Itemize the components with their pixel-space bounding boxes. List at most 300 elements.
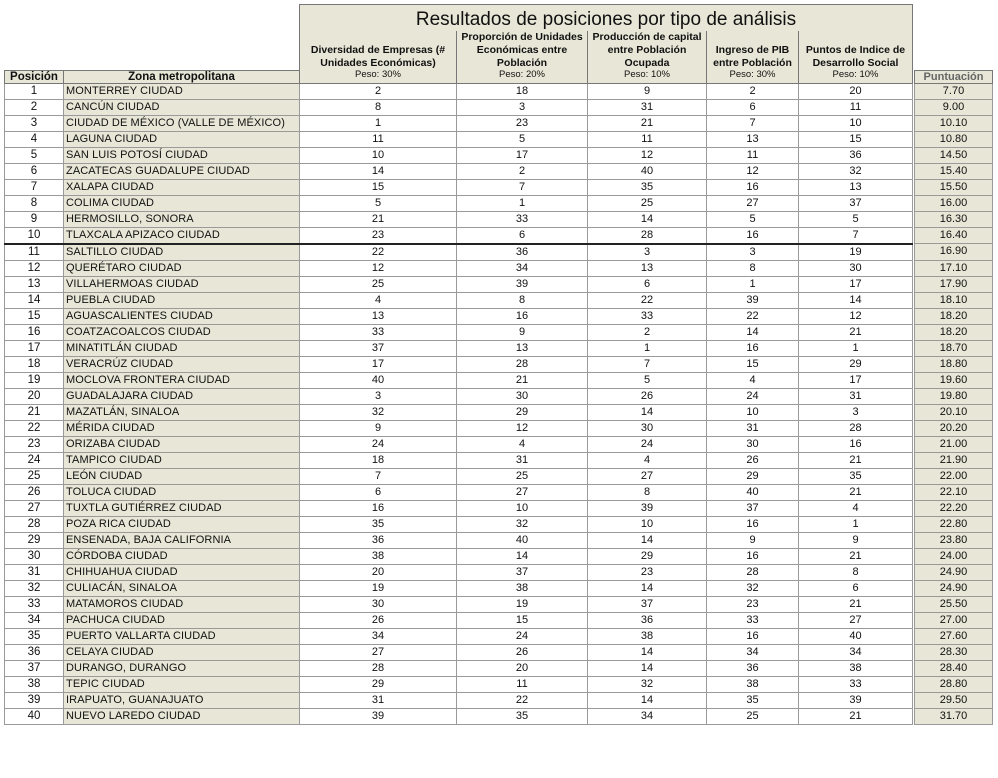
- metric-cell: 22: [707, 308, 799, 324]
- metric-cell: 34: [457, 260, 588, 276]
- metric-cell: 36: [707, 660, 799, 676]
- metric-cell: 21: [799, 452, 913, 468]
- metric-cell: 19: [457, 596, 588, 612]
- metric-cell: 6: [707, 99, 799, 115]
- metric-cell: 3: [799, 404, 913, 420]
- metric-cell: 4: [457, 436, 588, 452]
- position-cell: 32: [5, 580, 64, 596]
- metric-cell: 33: [588, 308, 707, 324]
- zone-cell: HERMOSILLO, SONORA: [64, 211, 300, 227]
- metric-cell: 1: [799, 516, 913, 532]
- metric-cell: 2: [457, 163, 588, 179]
- metric-cell: 17: [457, 147, 588, 163]
- score-cell: 17.90: [915, 276, 993, 292]
- score-cell: 17.10: [915, 260, 993, 276]
- position-cell: 2: [5, 99, 64, 115]
- metric-cell: 11: [457, 676, 588, 692]
- table-row: [5, 324, 993, 340]
- metric-cell: 16: [707, 227, 799, 244]
- zone-cell: TLAXCALA APIZACO CIUDAD: [64, 227, 300, 244]
- metric-cell: 2: [707, 83, 799, 99]
- metric-cell: 18: [457, 83, 588, 99]
- metric-cell: 30: [588, 420, 707, 436]
- zone-cell: PACHUCA CIUDAD: [64, 612, 300, 628]
- table-row: [5, 660, 993, 676]
- table-row: [5, 468, 993, 484]
- zone-cell: ENSENADA, BAJA CALIFORNIA: [64, 532, 300, 548]
- metric-cell: 12: [707, 163, 799, 179]
- metric-cell: 36: [457, 244, 588, 261]
- metric-cell: 31: [457, 452, 588, 468]
- score-cell: 31.70: [915, 708, 993, 724]
- metric-cell: 38: [588, 628, 707, 644]
- metric-cell: 32: [707, 580, 799, 596]
- table-row: [5, 131, 993, 147]
- metric-cell: 25: [457, 468, 588, 484]
- metric-cell: 27: [707, 195, 799, 211]
- metric-cell: 4: [707, 372, 799, 388]
- metric-cell: 37: [300, 340, 457, 356]
- position-cell: 21: [5, 404, 64, 420]
- metric-cell: 19: [799, 244, 913, 261]
- metric-cell: 1: [707, 276, 799, 292]
- metric-cell: 5: [707, 211, 799, 227]
- results-body: [5, 83, 993, 724]
- metric-cell: 7: [799, 227, 913, 244]
- metric-cell: 29: [799, 356, 913, 372]
- metric-cell: 15: [799, 131, 913, 147]
- metric-cell: 27: [799, 612, 913, 628]
- score-cell: 22.20: [915, 500, 993, 516]
- metric-cell: 23: [707, 596, 799, 612]
- table-row: [5, 195, 993, 211]
- metric-cell: 4: [300, 292, 457, 308]
- metric-cell: 14: [457, 548, 588, 564]
- position-cell: 38: [5, 676, 64, 692]
- metric-cell: 24: [300, 436, 457, 452]
- zone-cell: MAZATLÁN, SINALOA: [64, 404, 300, 420]
- metric-cell: 38: [300, 548, 457, 564]
- zone-cell: LEÓN CIUDAD: [64, 468, 300, 484]
- metric-cell: 31: [799, 388, 913, 404]
- score-cell: 21.90: [915, 452, 993, 468]
- zone-cell: MOCLOVA FRONTERA CIUDAD: [64, 372, 300, 388]
- position-cell: 6: [5, 163, 64, 179]
- table-row: [5, 404, 993, 420]
- zone-cell: PUERTO VALLARTA CIUDAD: [64, 628, 300, 644]
- metric-cell: 29: [588, 548, 707, 564]
- zone-cell: POZA RICA CIUDAD: [64, 516, 300, 532]
- zone-cell: VERACRÚZ CIUDAD: [64, 356, 300, 372]
- metric-cell: 14: [588, 532, 707, 548]
- metric-weight: Peso: 10%: [588, 70, 707, 83]
- metric-cell: 35: [300, 516, 457, 532]
- metric-cell: 27: [300, 644, 457, 660]
- metric-cell: 14: [588, 211, 707, 227]
- score-cell: 28.30: [915, 644, 993, 660]
- position-cell: 9: [5, 211, 64, 227]
- table-row: [5, 211, 993, 227]
- score-cell: 18.80: [915, 356, 993, 372]
- zone-cell: DURANGO, DURANGO: [64, 660, 300, 676]
- metric-cell: 40: [707, 484, 799, 500]
- metric-cell: 5: [300, 195, 457, 211]
- table-title: Resultados de posiciones por tipo de análisis: [300, 5, 913, 32]
- score-cell: 22.00: [915, 468, 993, 484]
- position-cell: 16: [5, 324, 64, 340]
- metric-cell: 9: [707, 532, 799, 548]
- metric-cell: 23: [588, 564, 707, 580]
- position-cell: 26: [5, 484, 64, 500]
- metric-cell: 9: [588, 83, 707, 99]
- zone-cell: CELAYA CIUDAD: [64, 644, 300, 660]
- position-cell: 31: [5, 564, 64, 580]
- table-row: [5, 340, 993, 356]
- metric-cell: 33: [799, 676, 913, 692]
- score-cell: 16.90: [915, 244, 993, 261]
- metric-cell: 14: [588, 580, 707, 596]
- metric-cell: 16: [300, 500, 457, 516]
- metric-cell: 14: [588, 692, 707, 708]
- metric-cell: 15: [300, 179, 457, 195]
- metric-cell: 33: [707, 612, 799, 628]
- metric-cell: 13: [799, 179, 913, 195]
- metric-cell: 30: [707, 436, 799, 452]
- metric-cell: 38: [799, 660, 913, 676]
- table-row: [5, 292, 993, 308]
- table-row: [5, 580, 993, 596]
- metric-cell: 11: [799, 99, 913, 115]
- metric-cell: 16: [707, 340, 799, 356]
- metric-cell: 22: [457, 692, 588, 708]
- metric-cell: 34: [707, 644, 799, 660]
- metric-cell: 4: [799, 500, 913, 516]
- zone-cell: IRAPUATO, GUANAJUATO: [64, 692, 300, 708]
- table-row: [5, 532, 993, 548]
- table-row: [5, 163, 993, 179]
- metric-cell: 16: [707, 548, 799, 564]
- metric-cell: 12: [300, 260, 457, 276]
- table-row: [5, 644, 993, 660]
- position-cell: 29: [5, 532, 64, 548]
- metric-cell: 11: [300, 131, 457, 147]
- score-cell: 15.50: [915, 179, 993, 195]
- table-row: [5, 179, 993, 195]
- metric-cell: 35: [707, 692, 799, 708]
- zone-cell: TAMPICO CIUDAD: [64, 452, 300, 468]
- table-row: [5, 596, 993, 612]
- metric-cell: 37: [457, 564, 588, 580]
- metric-cell: 7: [457, 179, 588, 195]
- score-cell: 20.10: [915, 404, 993, 420]
- score-cell: 10.80: [915, 131, 993, 147]
- score-cell: 21.00: [915, 436, 993, 452]
- metric-cell: 1: [300, 115, 457, 131]
- score-cell: 29.50: [915, 692, 993, 708]
- zone-cell: ORIZABA CIUDAD: [64, 436, 300, 452]
- metric-cell: 29: [707, 468, 799, 484]
- score-cell: 16.40: [915, 227, 993, 244]
- metric-cell: 37: [707, 500, 799, 516]
- metric-cell: 21: [300, 211, 457, 227]
- table-row: [5, 436, 993, 452]
- score-cell: 22.80: [915, 516, 993, 532]
- metric-cell: 6: [300, 484, 457, 500]
- metric-cell: 8: [799, 564, 913, 580]
- metric-cell: 16: [707, 516, 799, 532]
- metric-cell: 22: [588, 292, 707, 308]
- metric-cell: 23: [457, 115, 588, 131]
- metric-cell: 38: [457, 580, 588, 596]
- metric-cell: 35: [588, 179, 707, 195]
- table-row: [5, 692, 993, 708]
- metric-cell: 13: [588, 260, 707, 276]
- metric-cell: 5: [588, 372, 707, 388]
- position-cell: 18: [5, 356, 64, 372]
- metric-cell: 31: [707, 420, 799, 436]
- metric-header-proporcion: Proporción de Unidades Económicas entre Población: [457, 31, 588, 70]
- metric-cell: 31: [300, 692, 457, 708]
- position-cell: 25: [5, 468, 64, 484]
- metric-header-diversidad: Diversidad de Empresas (# Unidades Económicas): [300, 31, 457, 70]
- table-row: [5, 227, 993, 244]
- metric-cell: 16: [707, 179, 799, 195]
- score-cell: 24.90: [915, 580, 993, 596]
- zone-cell: NUEVO LAREDO CIUDAD: [64, 708, 300, 724]
- metric-header-desarrollo: Puntos de Indice de Desarrollo Social: [799, 31, 913, 70]
- metric-cell: 23: [300, 227, 457, 244]
- metric-cell: 21: [799, 484, 913, 500]
- zone-cell: COLIMA CIUDAD: [64, 195, 300, 211]
- zone-cell: MATAMOROS CIUDAD: [64, 596, 300, 612]
- position-cell: 7: [5, 179, 64, 195]
- position-cell: 13: [5, 276, 64, 292]
- metric-cell: 30: [457, 388, 588, 404]
- metric-cell: 15: [457, 612, 588, 628]
- table-row: [5, 244, 993, 261]
- table-row: [5, 276, 993, 292]
- zone-cell: TEPIC CIUDAD: [64, 676, 300, 692]
- table-row: [5, 484, 993, 500]
- metric-cell: 35: [799, 468, 913, 484]
- metric-cell: 9: [457, 324, 588, 340]
- metric-cell: 3: [707, 244, 799, 261]
- metric-cell: 28: [300, 660, 457, 676]
- metric-cell: 5: [799, 211, 913, 227]
- metric-cell: 10: [707, 404, 799, 420]
- metric-cell: 27: [457, 484, 588, 500]
- metric-cell: 4: [588, 452, 707, 468]
- metric-cell: 21: [799, 548, 913, 564]
- metric-cell: 37: [588, 596, 707, 612]
- metric-cell: 33: [300, 324, 457, 340]
- metric-cell: 28: [588, 227, 707, 244]
- metric-header-produccion: Producción de capital entre Población Ocupada: [588, 31, 707, 70]
- column-header-puntuacion: Puntuación: [915, 70, 993, 83]
- metric-cell: 14: [799, 292, 913, 308]
- metric-weight: Peso: 10%: [799, 70, 913, 83]
- metric-cell: 6: [799, 580, 913, 596]
- metric-weight: Peso: 30%: [300, 70, 457, 83]
- position-cell: 12: [5, 260, 64, 276]
- score-cell: 27.60: [915, 628, 993, 644]
- zone-cell: QUERÉTARO CIUDAD: [64, 260, 300, 276]
- score-cell: 9.00: [915, 99, 993, 115]
- metric-cell: 1: [588, 340, 707, 356]
- position-cell: 4: [5, 131, 64, 147]
- zone-cell: COATZACOALCOS CIUDAD: [64, 324, 300, 340]
- metric-cell: 36: [588, 612, 707, 628]
- position-cell: 23: [5, 436, 64, 452]
- metric-cell: 39: [457, 276, 588, 292]
- metric-cell: 40: [300, 372, 457, 388]
- metric-cell: 14: [588, 404, 707, 420]
- metric-cell: 30: [799, 260, 913, 276]
- metric-cell: 10: [799, 115, 913, 131]
- metric-cell: 40: [457, 532, 588, 548]
- table-row: [5, 308, 993, 324]
- position-cell: 24: [5, 452, 64, 468]
- position-cell: 10: [5, 227, 64, 244]
- position-cell: 35: [5, 628, 64, 644]
- metric-cell: 36: [300, 532, 457, 548]
- metric-cell: 10: [300, 147, 457, 163]
- metric-cell: 17: [799, 276, 913, 292]
- metric-cell: 22: [300, 244, 457, 261]
- metric-cell: 26: [457, 644, 588, 660]
- metric-cell: 13: [457, 340, 588, 356]
- score-cell: 14.50: [915, 147, 993, 163]
- metric-cell: 34: [588, 708, 707, 724]
- zone-cell: CULIACÁN, SINALOA: [64, 580, 300, 596]
- score-cell: 10.10: [915, 115, 993, 131]
- table-row: [5, 147, 993, 163]
- position-cell: 39: [5, 692, 64, 708]
- metric-cell: 17: [300, 356, 457, 372]
- metric-cell: 21: [588, 115, 707, 131]
- table-row: [5, 83, 993, 99]
- metric-cell: 16: [707, 628, 799, 644]
- table-row: [5, 420, 993, 436]
- metric-cell: 2: [588, 324, 707, 340]
- metric-cell: 24: [588, 436, 707, 452]
- position-cell: 33: [5, 596, 64, 612]
- metric-cell: 14: [707, 324, 799, 340]
- metric-cell: 34: [799, 644, 913, 660]
- table-row: [5, 260, 993, 276]
- metric-cell: 28: [707, 564, 799, 580]
- metric-cell: 1: [799, 340, 913, 356]
- metric-cell: 32: [799, 163, 913, 179]
- metric-cell: 14: [300, 163, 457, 179]
- metric-cell: 40: [799, 628, 913, 644]
- score-cell: 16.00: [915, 195, 993, 211]
- metric-cell: 32: [588, 676, 707, 692]
- metric-cell: 14: [588, 644, 707, 660]
- metric-cell: 31: [588, 99, 707, 115]
- score-cell: 7.70: [915, 83, 993, 99]
- metric-weight: Peso: 20%: [457, 70, 588, 83]
- column-header-posicion: Posición: [5, 70, 64, 83]
- zone-cell: SAN LUIS POTOSÍ CIUDAD: [64, 147, 300, 163]
- score-cell: 20.20: [915, 420, 993, 436]
- table-row: [5, 115, 993, 131]
- metric-cell: 20: [799, 83, 913, 99]
- table-row: [5, 628, 993, 644]
- metric-cell: 27: [588, 468, 707, 484]
- metric-cell: 32: [300, 404, 457, 420]
- metric-cell: 28: [457, 356, 588, 372]
- score-cell: 18.20: [915, 308, 993, 324]
- table-row: [5, 612, 993, 628]
- metric-cell: 35: [457, 708, 588, 724]
- position-cell: 28: [5, 516, 64, 532]
- position-cell: 8: [5, 195, 64, 211]
- zone-cell: TUXTLA GUTIÉRREZ CIUDAD: [64, 500, 300, 516]
- position-cell: 40: [5, 708, 64, 724]
- score-cell: 19.80: [915, 388, 993, 404]
- metric-cell: 3: [300, 388, 457, 404]
- metric-cell: 12: [799, 308, 913, 324]
- zone-cell: LAGUNA CIUDAD: [64, 131, 300, 147]
- position-cell: 30: [5, 548, 64, 564]
- zone-cell: TOLUCA CIUDAD: [64, 484, 300, 500]
- score-cell: 16.30: [915, 211, 993, 227]
- metric-cell: 18: [300, 452, 457, 468]
- position-cell: 34: [5, 612, 64, 628]
- zone-cell: PUEBLA CIUDAD: [64, 292, 300, 308]
- metric-cell: 26: [300, 612, 457, 628]
- table-row: [5, 708, 993, 724]
- metric-cell: 29: [300, 676, 457, 692]
- metric-cell: 21: [799, 324, 913, 340]
- metric-cell: 25: [707, 708, 799, 724]
- table-row: [5, 500, 993, 516]
- metric-cell: 6: [457, 227, 588, 244]
- position-cell: 1: [5, 83, 64, 99]
- metric-cell: 9: [799, 532, 913, 548]
- zone-cell: VILLAHERMOAS CIUDAD: [64, 276, 300, 292]
- table-row: [5, 452, 993, 468]
- metric-cell: 26: [588, 388, 707, 404]
- zone-cell: MINATITLÁN CIUDAD: [64, 340, 300, 356]
- metric-cell: 24: [457, 628, 588, 644]
- metric-cell: 25: [588, 195, 707, 211]
- position-cell: 19: [5, 372, 64, 388]
- results-sheet: [4, 4, 993, 725]
- table-row: [5, 676, 993, 692]
- metric-cell: 40: [588, 163, 707, 179]
- metric-cell: 30: [300, 596, 457, 612]
- position-cell: 17: [5, 340, 64, 356]
- metric-cell: 17: [799, 372, 913, 388]
- metric-cell: 2: [300, 83, 457, 99]
- metric-cell: 7: [588, 356, 707, 372]
- metric-cell: 16: [457, 308, 588, 324]
- metric-cell: 8: [457, 292, 588, 308]
- zone-cell: XALAPA CIUDAD: [64, 179, 300, 195]
- table-row: [5, 516, 993, 532]
- metric-cell: 21: [799, 708, 913, 724]
- metric-cell: 7: [300, 468, 457, 484]
- metric-cell: 20: [300, 564, 457, 580]
- score-cell: 15.40: [915, 163, 993, 179]
- metric-cell: 13: [707, 131, 799, 147]
- metric-cell: 33: [457, 211, 588, 227]
- metric-cell: 14: [588, 660, 707, 676]
- score-cell: 24.90: [915, 564, 993, 580]
- position-cell: 36: [5, 644, 64, 660]
